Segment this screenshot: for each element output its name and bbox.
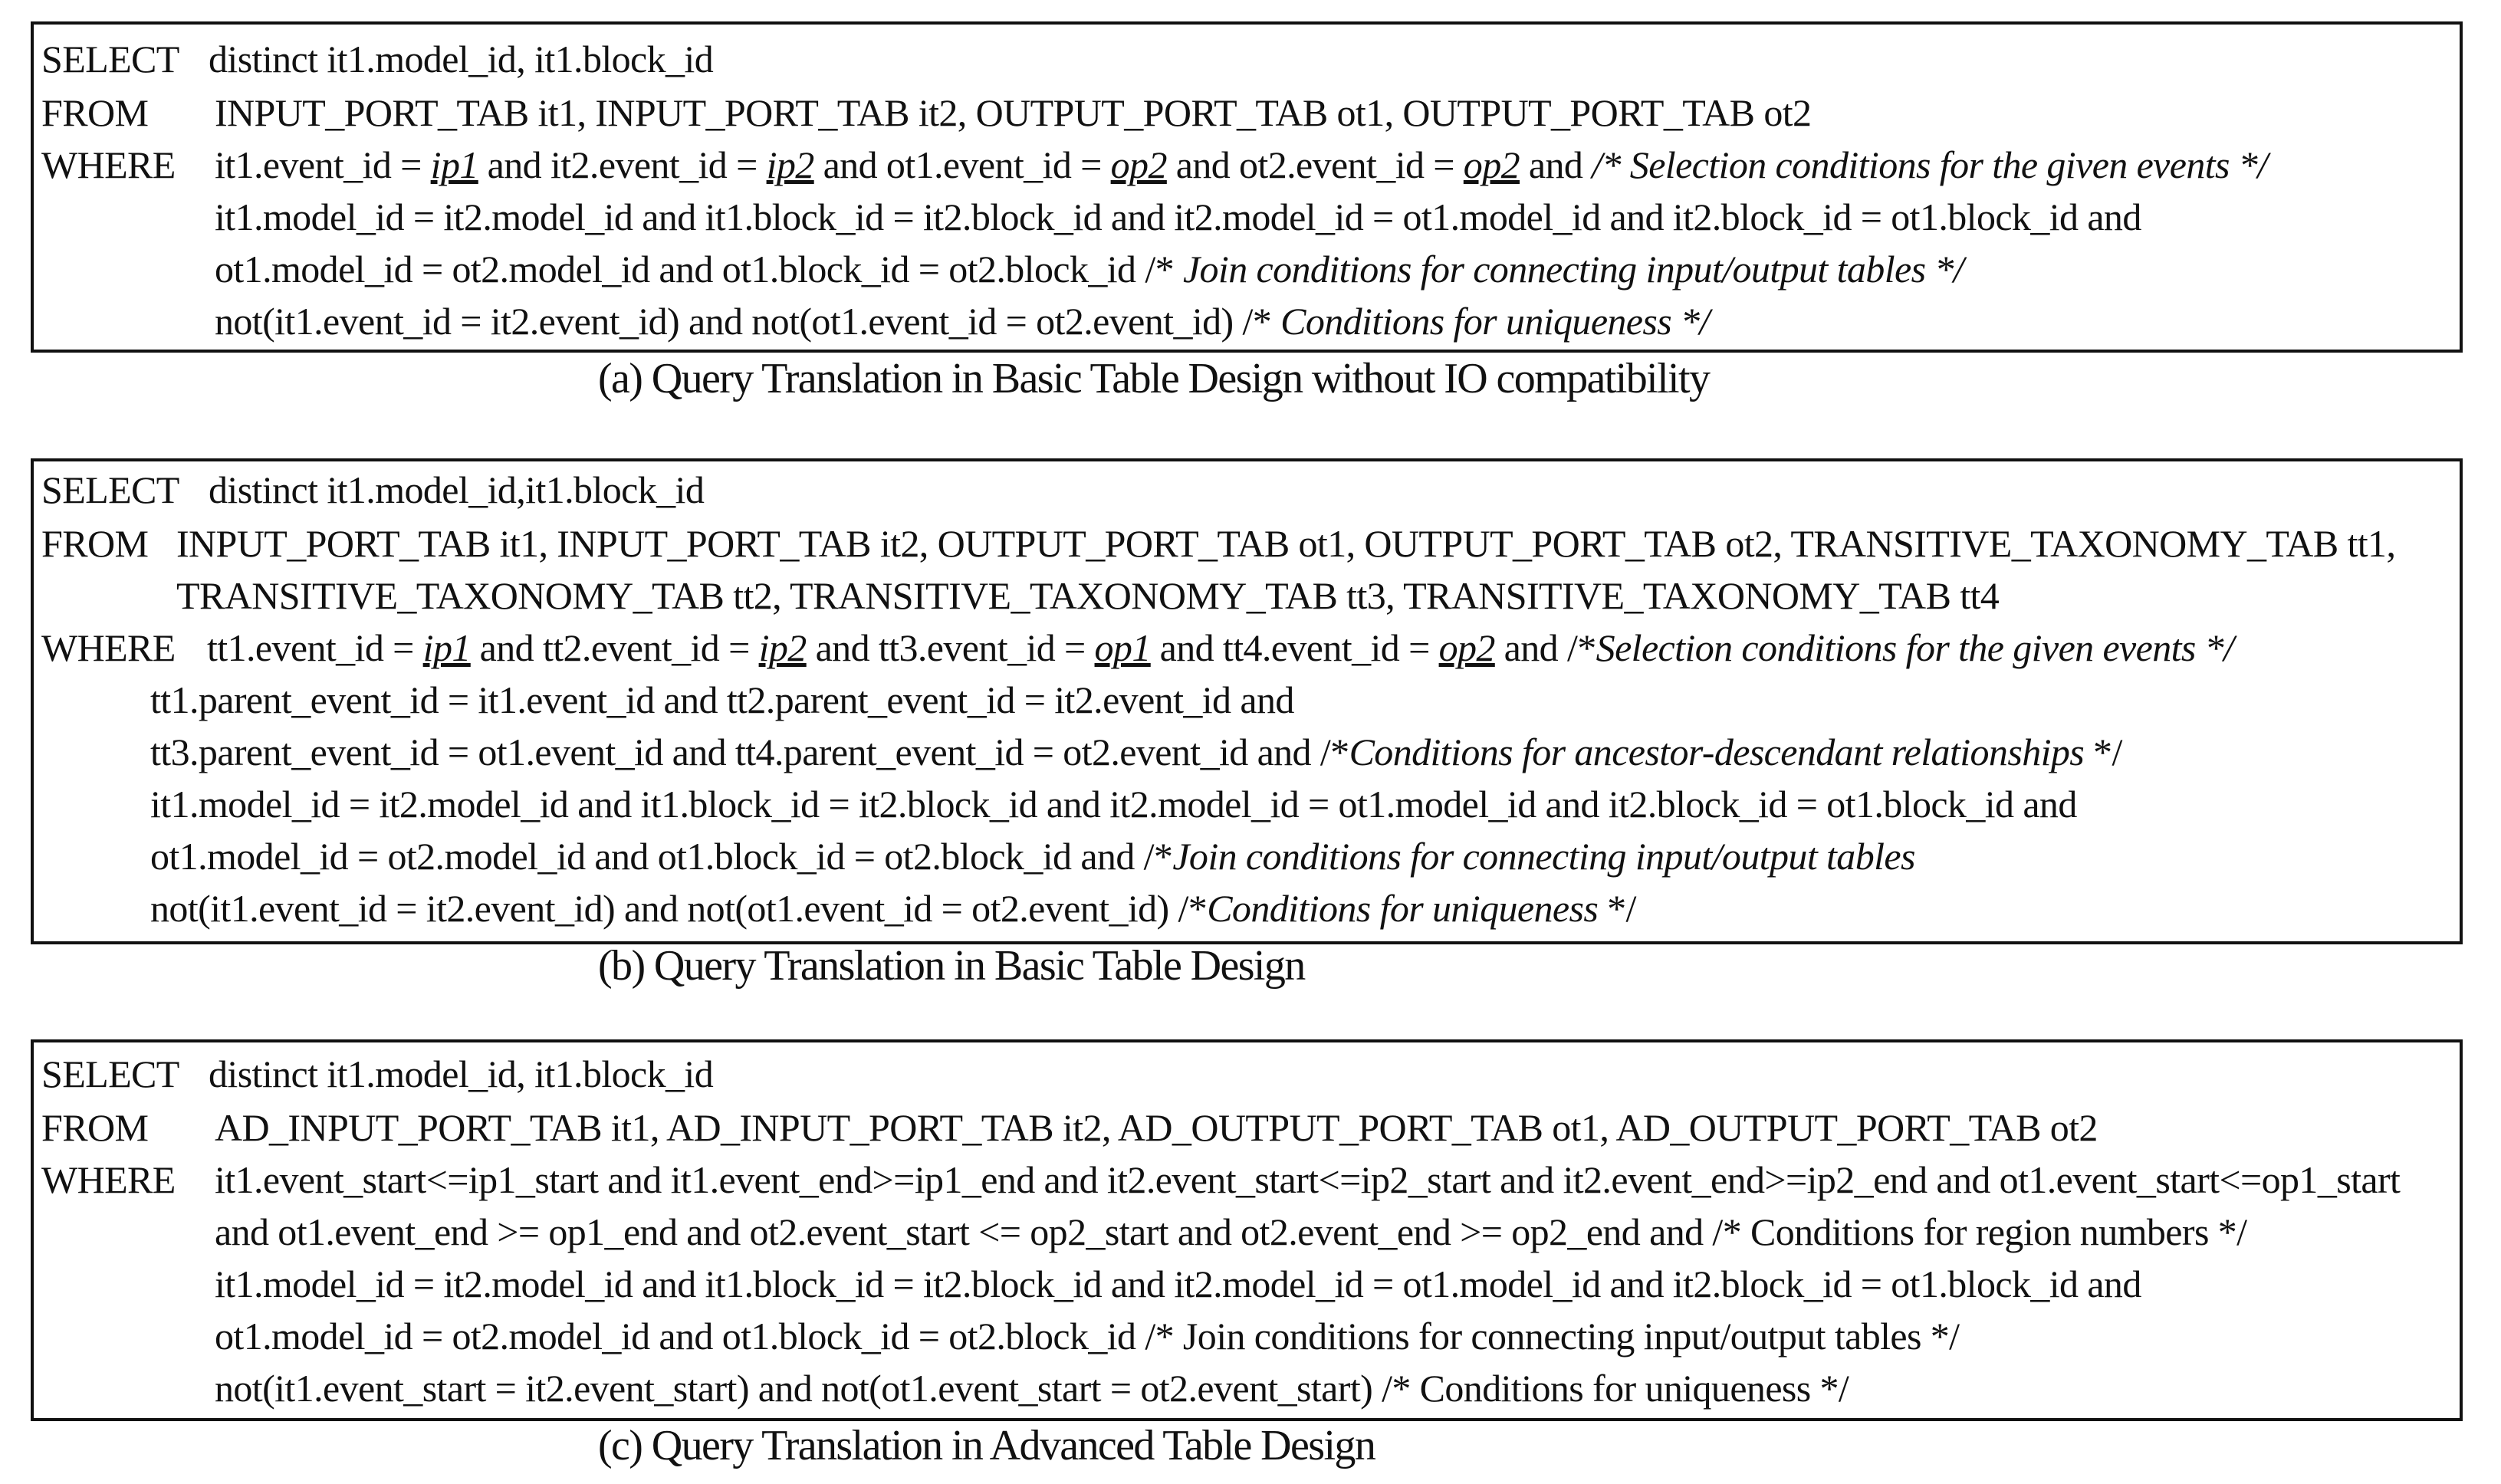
where-keyword: WHERE <box>41 1158 176 1201</box>
uniqueness-condition: not(it1.event_id = it2.event_id) and not(ot1.event_id = ot2.event_id) /* Conditions for uniqueness */ <box>215 300 1710 343</box>
sql-comment: Selection conditions for the given events */ <box>1596 626 2234 669</box>
where-condition: it1.event_id = ip1 and it2.event_id = ip2 and ot1.event_id = op2 and ot2.event_id = op2 and /* Selection conditions for the given events */ <box>215 143 2268 186</box>
join-condition: it1.model_id = it2.model_id and it1.block_id = it2.block_id and it2.model_id = ot1.model_id and it2.block_id = ot1.block_id and <box>215 1262 2141 1305</box>
where-keyword: WHERE <box>41 626 176 669</box>
from-clause: INPUT_PORT_TAB it1, INPUT_PORT_TAB it2, OUTPUT_PORT_TAB ot1, OUTPUT_PORT_TAB ot2, TRANSITIVE_TAXONOMY_TAB tt1, <box>176 522 2396 565</box>
join-condition: ot1.model_id = ot2.model_id and ot1.block_id = ot2.block_id /* Join conditions for connecting input/output tables */ <box>215 1315 1960 1358</box>
select-keyword: SELECT <box>41 38 179 80</box>
join-condition: ot1.model_id = ot2.model_id and ot1.block_id = ot2.block_id and /*Join conditions for connecting input/output tables <box>150 835 1915 878</box>
uniqueness-condition: not(it1.event_id = it2.event_id) and not(ot1.event_id = ot2.event_id) /*Conditions for uniqueness */ <box>150 887 1636 930</box>
query-box-b <box>31 458 2463 944</box>
caption-c: (c) Query Translation in Advanced Table Design <box>598 1422 1375 1469</box>
sql-comment: Conditions for uniqueness */ <box>1280 300 1710 343</box>
event-param: ip1 <box>430 143 478 186</box>
event-param: op1 <box>1094 626 1151 669</box>
sql-comment: Conditions for ancestor-descendant relationships <box>1349 731 2085 773</box>
event-param: op2 <box>1110 143 1167 186</box>
where-keyword: WHERE <box>41 143 176 186</box>
sql-comment: Conditions for uniqueness <box>1207 887 1599 930</box>
event-param: op2 <box>1438 626 1495 669</box>
region-condition: it1.event_start<=ip1_start and it1.event_end>=ip1_end and it2.event_start<=ip2_start and it2.event_end>=ip2_end and ot1.event_start<=op1_start <box>215 1158 2401 1201</box>
sql-comment: Join conditions for connecting input/output tables <box>1172 835 1915 878</box>
caption-b: (b) Query Translation in Basic Table Design <box>598 942 1305 990</box>
event-param: ip1 <box>422 626 471 669</box>
where-condition: tt1.event_id = ip1 and tt2.event_id = ip2 and tt3.event_id = op1 and tt4.event_id = op2 and /*Selection conditions for the given events */ <box>207 626 2234 669</box>
ancestor-condition: tt1.parent_event_id = it1.event_id and tt2.parent_event_id = it2.event_id and <box>150 678 1294 721</box>
from-clause: AD_INPUT_PORT_TAB it1, AD_INPUT_PORT_TAB it2, AD_OUTPUT_PORT_TAB ot1, AD_OUTPUT_PORT_TAB ot2 <box>215 1106 2098 1149</box>
event-param: op2 <box>1463 143 1520 186</box>
query-box-c <box>31 1039 2463 1421</box>
query-box-a <box>31 21 2463 353</box>
select-clause: distinct it1.model_id,it1.block_id <box>209 468 705 511</box>
event-param: ip2 <box>758 626 807 669</box>
sql-comment: Join conditions for connecting input/output tables */ <box>1182 248 1964 291</box>
join-condition: it1.model_id = it2.model_id and it1.block_id = it2.block_id and it2.model_id = ot1.model_id and it2.block_id = ot1.block_id and <box>150 783 2077 826</box>
from-keyword: FROM <box>41 91 149 134</box>
from-clause: INPUT_PORT_TAB it1, INPUT_PORT_TAB it2, OUTPUT_PORT_TAB ot1, OUTPUT_PORT_TAB ot2 <box>215 91 1812 134</box>
uniqueness-condition: not(it1.event_start = it2.event_start) and not(ot1.event_start = ot2.event_start) /* Conditions for uniqueness */ <box>215 1367 1849 1410</box>
select-keyword: SELECT <box>41 468 179 511</box>
event-param: ip2 <box>766 143 814 186</box>
select-keyword: SELECT <box>41 1052 179 1095</box>
from-keyword: FROM <box>41 522 149 565</box>
sql-comment: /* Selection conditions for the given events */ <box>1592 143 2268 186</box>
select-clause: distinct it1.model_id, it1.block_id <box>209 1052 714 1095</box>
join-condition: it1.model_id = it2.model_id and it1.block_id = it2.block_id and it2.model_id = ot1.model_id and it2.block_id = ot1.block_id and <box>215 195 2141 238</box>
region-condition: and ot1.event_end >= op1_end and ot2.event_start <= op2_start and ot2.event_end >= op2_end and /* Conditions for region numbers */ <box>215 1210 2247 1253</box>
ancestor-condition: tt3.parent_event_id = ot1.event_id and tt4.parent_event_id = ot2.event_id and /*Conditions for ancestor-descendant relationships */ <box>150 731 2122 773</box>
select-clause: distinct it1.model_id, it1.block_id <box>209 38 714 80</box>
from-clause-continued: TRANSITIVE_TAXONOMY_TAB tt2, TRANSITIVE_TAXONOMY_TAB tt3, TRANSITIVE_TAXONOMY_TAB tt4 <box>176 574 2000 617</box>
from-keyword: FROM <box>41 1106 149 1149</box>
join-condition: ot1.model_id = ot2.model_id and ot1.block_id = ot2.block_id /* Join conditions for connecting input/output tables */ <box>215 248 1964 291</box>
caption-a: (a) Query Translation in Basic Table Design without IO compatibility <box>598 355 1710 402</box>
